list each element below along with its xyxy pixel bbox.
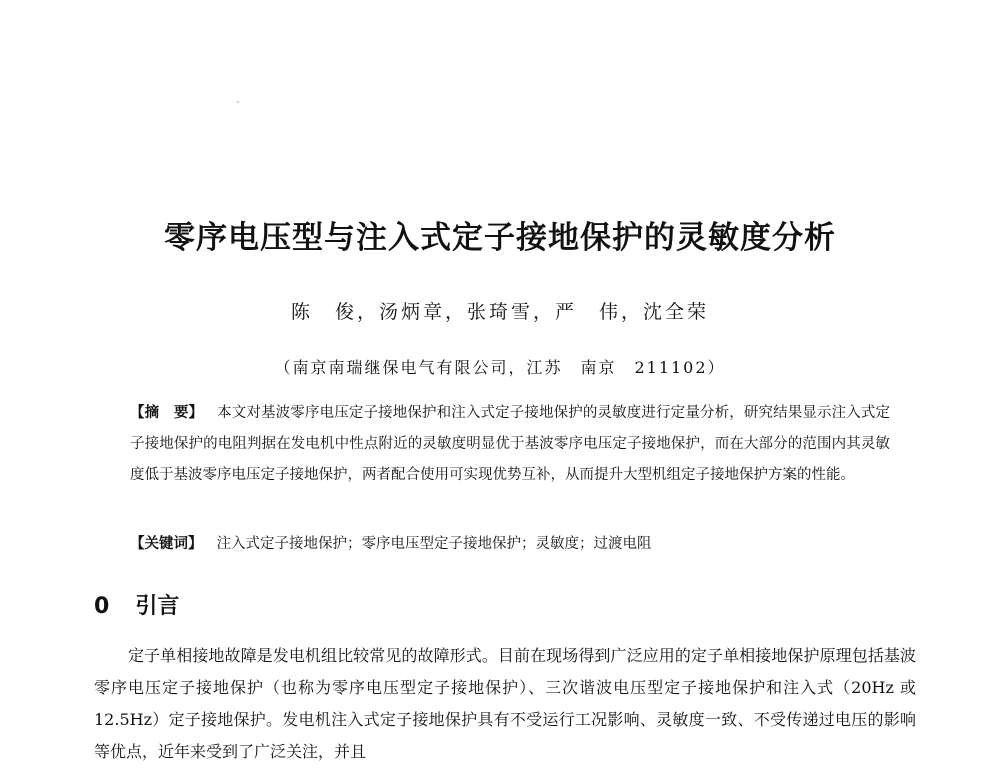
section-title: 引言 (135, 594, 180, 619)
keywords-text: 注入式定子接地保护；零序电压型定子接地保护；灵敏度；过渡电阻 (216, 536, 652, 552)
abstract-text: 本文对基波零序电压定子接地保护和注入式定子接地保护的灵敏度进行定量分析，研究结果显示注入式定子接地保护的电阻判据在发电机中性点附近的灵敏度明显优于基波零序电压定子接地保护，而在大部分的范围内其灵敏度低于基波零序电压定子接地保护，两者配合使用可实现优势互补，从而提升大型机组定子接地保护方案的性能。 (130, 405, 891, 483)
affiliation: （南京南瑞继保电气有限公司，江苏 南京 211102） (274, 358, 726, 377)
keywords-label: 【关键词】 (130, 536, 203, 552)
paper-title: 零序电压型与注入式定子接地保护的灵敏度分析 (164, 220, 836, 256)
body-paragraph: 定子单相接地故障是发电机组比较常见的故障形式。目前在现场得到广泛应用的定子单相接地保护原理包括基波零序电压定子接地保护（也称为零序电压型定子接地保护）、三次谐波电压型定子接地保护和注入式（20Hz 或 12.5Hz）定子接地保护。发电机注入式定子接地保护具有不受运行工况影响、灵敏度一致、不受传递过电压的影响等优点，近年来受到了广泛关注，并且 (94, 646, 916, 761)
abstract-block (130, 398, 890, 491)
section-heading (94, 589, 179, 620)
scan-speck (237, 101, 239, 103)
author-list: 陈 俊，汤炳章，张琦雪，严 伟，沈全荣 (290, 301, 709, 323)
keywords-block (130, 530, 890, 558)
section-number: 0 (94, 594, 110, 619)
abstract-label: 【摘 要】 (130, 405, 204, 421)
